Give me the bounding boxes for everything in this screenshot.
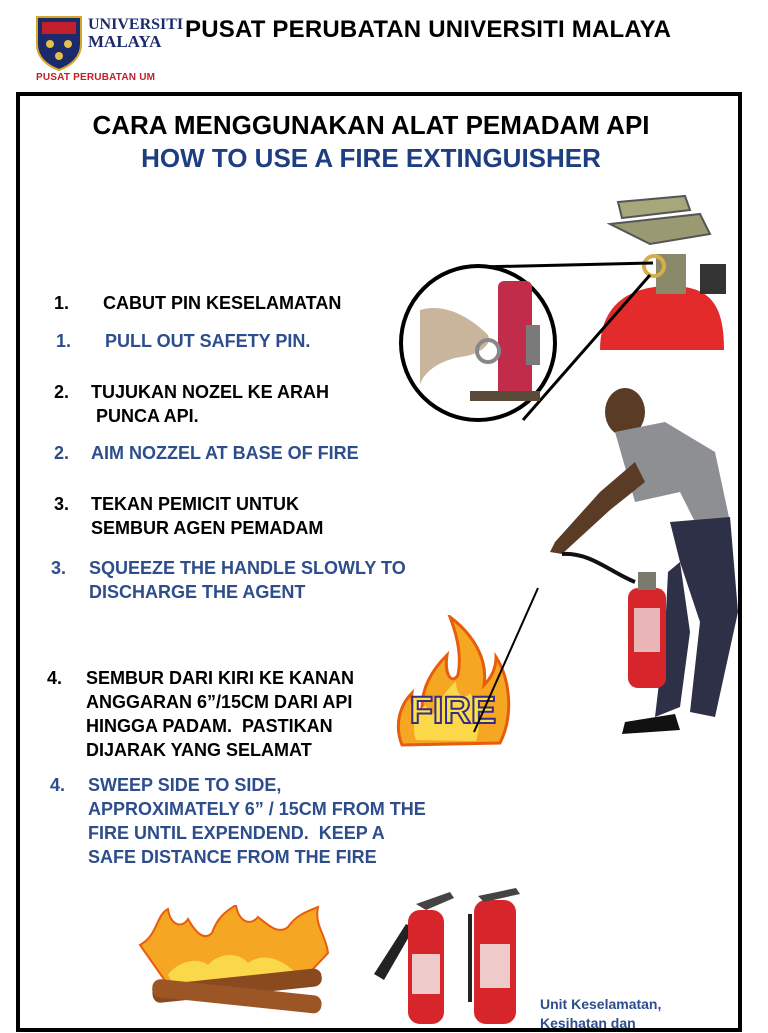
step3-number-ms: 3. xyxy=(54,494,70,514)
step3-text-en: SQUEEZE THE HANDLE SLOWLY TO DISCHARGE THE AGENT xyxy=(89,558,406,602)
step2-number-en: 2. xyxy=(54,443,70,463)
footer-unit-text: Unit Keselamatan, Kesihatan dan xyxy=(540,996,662,1031)
step3-text-ms: TEKAN PEMICIT UNTUK SEMBUR AGEN PEMADAM xyxy=(91,494,324,538)
page-title: PUSAT PERUBATAN UNIVERSITI MALAYA xyxy=(185,16,672,43)
logo-tagline: PUSAT PERUBATAN UM xyxy=(36,72,156,83)
step1-text-en: PULL OUT SAFETY PIN. xyxy=(105,331,311,351)
step1-text-ms: CABUT PIN KESELAMATAN xyxy=(103,293,342,313)
logo-text xyxy=(88,16,183,50)
step4-number-ms: 4. xyxy=(47,668,63,688)
nozzle-aim-line xyxy=(470,586,542,736)
step1-number-ms: 1. xyxy=(54,293,70,313)
crest-icon xyxy=(34,14,84,72)
step2-text-en: AIM NOZZEL AT BASE OF FIRE xyxy=(91,443,359,463)
step4-text-ms: SEMBUR DARI KIRI KE KANAN ANGGARAN 6”/15CM DARI API HINGGA PADAM. PASTIKAN DIJARAK YANG SELAMAT xyxy=(86,668,355,760)
step2-text-ms: TUJUKAN NOZEL KE ARAH PUNCA API. xyxy=(91,382,330,426)
logo-line2: MALAYA xyxy=(88,32,162,51)
step4-number-en: 4. xyxy=(50,775,66,795)
step3-number-en: 3. xyxy=(51,558,67,578)
fire-label: FIRE xyxy=(409,690,497,732)
step1-number-en: 1. xyxy=(56,331,72,351)
step2-number-ms: 2. xyxy=(54,382,70,402)
step4-text-en: SWEEP SIDE TO SIDE, APPROXIMATELY 6” / 15CM FROM THE FIRE UNTIL EXPENDEND. KEEP A SAFE DISTANCE FROM THE FIRE xyxy=(88,775,426,867)
campfire-illustration xyxy=(138,905,330,1015)
logo-line1: UNIVERSITI xyxy=(88,16,184,33)
poster-title-en: HOW TO USE A FIRE EXTINGUISHER xyxy=(141,143,601,173)
fire-extinguishers-illustration xyxy=(366,884,526,1024)
poster-title-ms: CARA MENGGUNAKAN ALAT PEMADAM API xyxy=(92,110,650,140)
person-using-extinguisher-illustration xyxy=(540,382,745,742)
